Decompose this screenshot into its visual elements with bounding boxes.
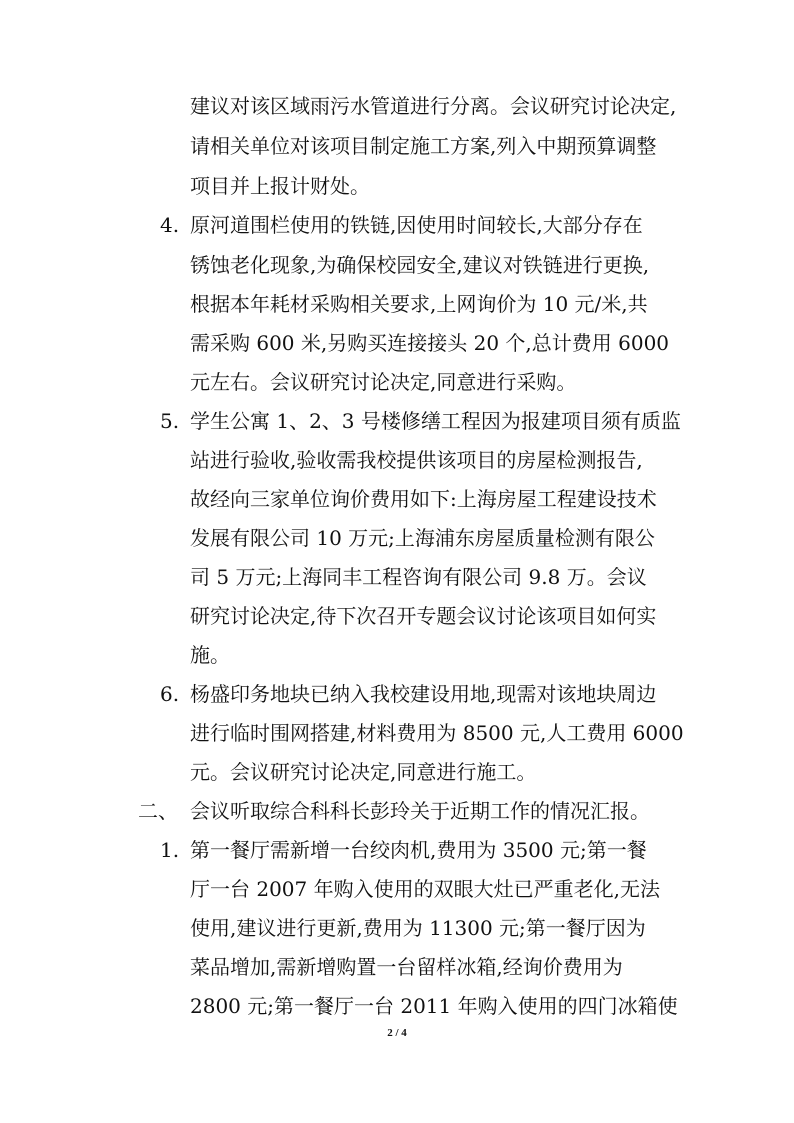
- list-item-line: 进行临时围网搭建,材料费用为 8500 元,人工费用 6000: [190, 721, 684, 745]
- section-number: 二、: [138, 799, 178, 823]
- list-item-number: 1.: [160, 838, 180, 862]
- paragraph-line: 请相关单位对该项目制定施工方案,列入中期预算调整: [190, 134, 657, 158]
- list-item-line: 元。会议研究讨论决定,同意进行施工。: [190, 760, 537, 784]
- list-item-line: 2800 元;第一餐厅一台 2011 年购入使用的四门冰箱使: [190, 994, 678, 1018]
- list-item-number: 5.: [160, 409, 180, 433]
- list-item-line: 司 5 万元;上海同丰工程咨询有限公司 9.8 万。会议: [190, 565, 647, 589]
- list-item-line: 杨盛印务地块已纳入我校建设用地,现需对该地块周边: [190, 682, 657, 706]
- list-item-line: 菜品增加,需新增购置一台留样冰箱,经询价费用为: [190, 955, 623, 979]
- paragraph-line: 项目并上报计财处。: [190, 174, 370, 198]
- list-item-line: 使用,建议进行更新,费用为 11300 元;第一餐厅因为: [190, 916, 646, 940]
- list-item-line: 厅一台 2007 年购入使用的双眼大灶已严重老化,无法: [190, 877, 660, 901]
- list-item-line: 学生公寓 1、2、3 号楼修缮工程因为报建项目须有质监: [190, 409, 681, 433]
- list-item-line: 施。: [190, 643, 230, 667]
- list-item-line: 原河道围栏使用的铁链,因使用时间较长,大部分存在: [190, 213, 643, 237]
- list-item-line: 第一餐厅需新增一台绞肉机,费用为 3500 元;第一餐: [190, 838, 647, 862]
- section-heading: 会议听取综合科科长彭玲关于近期工作的情况汇报。: [190, 799, 650, 823]
- list-item-line: 元左右。会议研究讨论决定,同意进行采购。: [190, 370, 577, 394]
- list-item-line: 根据本年耗材采购相关要求,上网询价为 10 元/米,共: [190, 292, 648, 316]
- list-item-number: 6.: [160, 682, 180, 706]
- list-item-number: 4.: [160, 213, 180, 237]
- list-item-line: 锈蚀老化现象,为确保校园安全,建议对铁链进行更换,: [190, 253, 650, 277]
- list-item-line: 发展有限公司 10 万元;上海浦东房屋质量检测有限公: [190, 526, 655, 550]
- list-item-line: 研究讨论决定,待下次召开专题会议讨论该项目如何实: [190, 604, 657, 628]
- list-item-line: 故经向三家单位询价费用如下:上海房屋工程建设技术: [190, 487, 657, 511]
- list-item-line: 站进行验收,验收需我校提供该项目的房屋检测报告,: [190, 448, 643, 472]
- list-item-line: 需采购 600 米,另购买连接接头 20 个,总计费用 6000: [190, 331, 670, 355]
- page-number: 2 / 4: [387, 1027, 407, 1039]
- paragraph-line: 建议对该区域雨污水管道进行分离。会议研究讨论决定,: [190, 94, 677, 118]
